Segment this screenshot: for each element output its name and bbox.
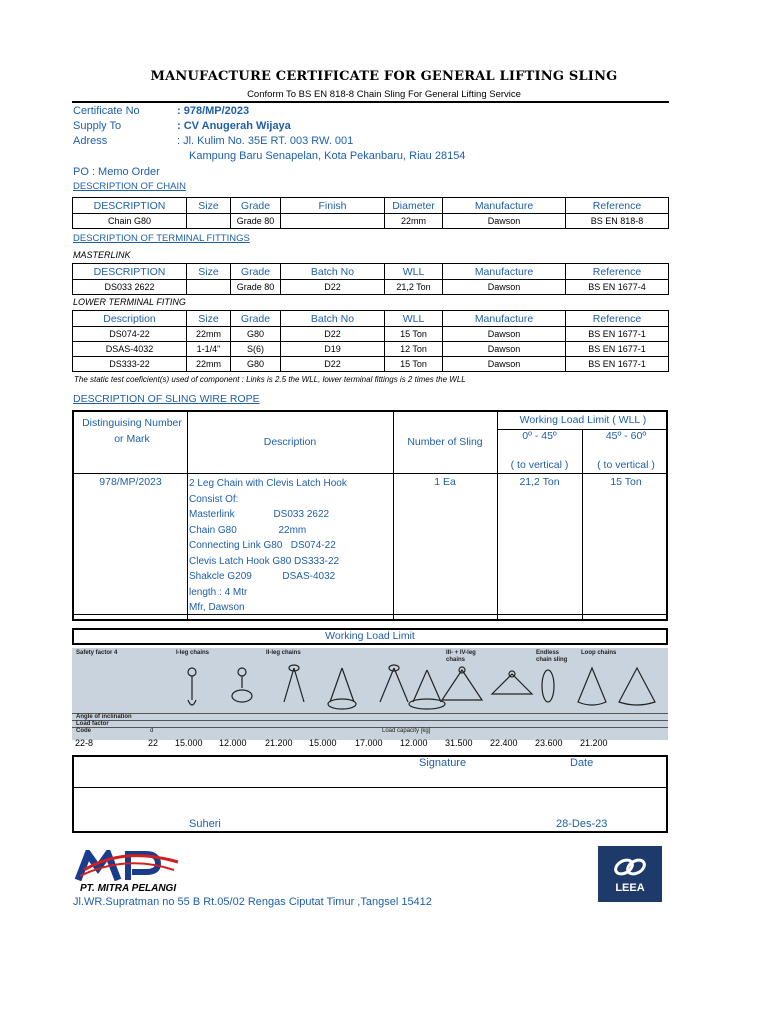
certificate-info	[73, 105, 633, 169]
certificate-value: : 978/MP/2023	[177, 105, 250, 117]
code-row	[72, 727, 668, 734]
table-cell: Dawson	[443, 327, 566, 342]
description-line: Shakcle G209 DSAS-4032	[189, 571, 336, 582]
lower-header-cell: WLL	[385, 311, 443, 327]
group-label: Safety factor 4	[76, 650, 118, 656]
masterlink-header-cell: WLL	[385, 264, 443, 280]
table-cell: DS033 2622	[73, 280, 187, 295]
table-cell: BS EN 1677-1	[566, 342, 669, 357]
table-cell: DSAS-4032	[73, 342, 187, 357]
table-cell: G80	[231, 327, 281, 342]
group-label: III- + IV-leg chains	[446, 650, 476, 663]
terminal-section-title: DESCRIPTION OF TERMINAL FITTINGS	[73, 233, 250, 244]
group-label: Loop chains	[581, 650, 617, 656]
table-cell: 22mm	[187, 357, 231, 372]
row-label: Load capacity [kg]	[382, 728, 431, 734]
chain-header-cell: DESCRIPTION	[73, 198, 187, 214]
supply-label: Supply To	[73, 120, 122, 132]
capacity-value: 31.500	[445, 738, 473, 748]
group-label: I-leg chains	[176, 650, 210, 656]
signature-box	[72, 755, 668, 833]
description-line: Masterlink DS033 2622	[189, 509, 330, 520]
table-cell: Chain G80	[73, 214, 187, 229]
chain-header-cell: Reference	[566, 198, 669, 214]
table-cell: BS EN 1677-4	[566, 280, 669, 295]
table-cell: S(6)	[231, 342, 281, 357]
row-label: Load factor	[76, 721, 109, 727]
description-line: Consist Of:	[189, 493, 239, 505]
signatory-name: Suheri	[189, 818, 221, 830]
masterlink-header-cell: DESCRIPTION	[73, 264, 187, 280]
chain-header-cell: Size	[187, 198, 231, 214]
lower-header-cell: Description	[73, 311, 187, 327]
table-cell: 21,2 Ton	[385, 280, 443, 295]
table-row	[73, 280, 669, 295]
lower-header-row	[73, 311, 669, 327]
sling-description	[189, 476, 347, 616]
masterlink-table	[72, 263, 669, 295]
capacity-value: 22.400	[490, 738, 518, 748]
chain-illustration-panel	[72, 648, 668, 740]
mitra-pelangi-logo-icon	[74, 850, 184, 886]
masterlink-header-cell: Grade	[231, 264, 281, 280]
address-label: Adress	[73, 135, 108, 147]
description-line: Connecting Link G80 DS074-22	[189, 540, 336, 551]
masterlink-header-cell: Reference	[566, 264, 669, 280]
capacity-value: 15.000	[175, 738, 203, 748]
description-line: length : 4 Mtr	[189, 586, 248, 598]
lower-header-cell: Manufacture	[443, 311, 566, 327]
wll-title: Working Load Limit	[325, 630, 415, 642]
table-cell: 22mm	[187, 327, 231, 342]
sling-number-value: 1 Ea	[434, 476, 456, 488]
to-vertical-2: ( to vertical )	[597, 459, 655, 471]
masterlink-header-cell: Manufacture	[443, 264, 566, 280]
capacity-value: 23.600	[535, 738, 563, 748]
chain-header-cell: Finish	[281, 198, 385, 214]
masterlink-label: MASTERLINK	[73, 250, 131, 260]
table-cell: BS EN 1677-1	[566, 327, 669, 342]
table-cell: Dawson	[443, 342, 566, 357]
lower-header-cell: Reference	[566, 311, 669, 327]
table-cell: Dawson	[443, 214, 566, 229]
angle-header-1: 0º - 45º	[522, 430, 557, 442]
certificate-label: Certificate No	[73, 105, 140, 117]
chain-header-row	[73, 198, 669, 214]
chain-header-cell: Diameter	[385, 198, 443, 214]
chain-header-cell: Manufacture	[443, 198, 566, 214]
chain-header-cell: Grade	[231, 198, 281, 214]
chain-sling-drawings	[72, 662, 668, 714]
row-label: Angle of inclination	[76, 714, 132, 720]
po-line: PO : Memo Order	[73, 166, 160, 178]
diameter-value: 22	[148, 738, 159, 748]
lower-header-cell: Grade	[231, 311, 281, 327]
row-divider	[74, 787, 666, 788]
company-address: Jl.WR.Supratman no 55 B Rt.05/02 Rengas Ciputat Timur ,Tangsel 15412	[73, 896, 432, 908]
lower-fitting-label: LOWER TERMINAL FITING	[73, 297, 186, 307]
capacity-values-row	[72, 738, 668, 750]
document-title: MANUFACTURE CERTIFICATE FOR GENERAL LIFTING SLING	[150, 69, 618, 84]
leea-text: LEEA	[615, 882, 645, 894]
col-divider	[497, 412, 498, 619]
table-row	[73, 327, 669, 342]
masterlink-header-cell: Size	[187, 264, 231, 280]
lower-header-cell: Size	[187, 311, 231, 327]
angle-row	[72, 713, 668, 720]
table-cell: Grade 80	[231, 280, 281, 295]
address-line-2: Kampung Baru Senapelan, Kota Pekanbaru, Riau 28154	[189, 150, 466, 162]
description-line: Clevis Latch Hook G80 DS333-22	[189, 555, 340, 567]
masterlink-header-cell: Batch No	[281, 264, 385, 280]
signature-label: Signature	[419, 757, 467, 769]
table-cell: Dawson	[443, 280, 566, 295]
sling-table	[72, 410, 668, 621]
code-value: 22-8	[75, 738, 94, 748]
table-cell: DS074-22	[73, 327, 187, 342]
row-label: Code	[76, 728, 91, 734]
number-column-header: Number of Sling	[407, 436, 483, 448]
static-test-note: The static test coeficient(s) used of component : Links is 2.5 the WLL, lower terminal fittings is 2 times the WLL	[74, 375, 466, 384]
signature-date: 28-Des-23	[556, 818, 608, 830]
table-row	[73, 342, 669, 357]
table-cell: BS EN 818-8	[566, 214, 669, 229]
chain-group-row	[72, 650, 668, 663]
table-cell: D22	[281, 327, 385, 342]
chain-link-icon	[612, 854, 648, 880]
company-name: PT. MITRA PELANGI	[80, 883, 177, 894]
table-cell: D22	[281, 357, 385, 372]
table-row	[73, 357, 669, 372]
supply-value: : CV Anugerah Wijaya	[177, 120, 291, 132]
table-cell	[187, 214, 231, 229]
group-label: II-leg chains	[266, 650, 301, 656]
lower-header-cell: Batch No	[281, 311, 385, 327]
load-factor-row	[72, 720, 668, 727]
sling-mark-value: 978/MP/2023	[99, 476, 162, 488]
row-label: d	[150, 728, 154, 734]
capacity-value: 15.000	[309, 738, 337, 748]
capacity-value: 21.200	[580, 738, 608, 748]
angle-header-2: 45º - 60º	[605, 430, 647, 442]
mark-column-header: Distinguising Number or Mark	[82, 417, 182, 445]
table-row	[73, 214, 669, 229]
leea-logo	[598, 846, 662, 902]
table-cell: D22	[281, 280, 385, 295]
capacity-value: 12.000	[400, 738, 428, 748]
table-cell: 15 Ton	[385, 327, 443, 342]
table-cell	[187, 280, 231, 295]
wll-title-bar	[72, 628, 668, 645]
table-cell: 22mm	[385, 214, 443, 229]
table-cell: 12 Ton	[385, 342, 443, 357]
table-cell: BS EN 1677-1	[566, 357, 669, 372]
lower-fitting-table	[72, 310, 669, 372]
table-cell: 15 Ton	[385, 357, 443, 372]
chain-section-title: DESCRIPTION OF CHAIN	[73, 181, 186, 192]
masterlink-header-row	[73, 264, 669, 280]
date-label: Date	[570, 757, 594, 769]
description-line: 2 Leg Chain with Clevis Latch Hook	[189, 478, 347, 489]
table-cell: DS333-22	[73, 357, 187, 372]
row-divider	[74, 614, 666, 615]
description-line: Mfr, Dawson	[189, 602, 245, 613]
header-divider	[72, 101, 669, 103]
document-subtitle: Conform To BS EN 818-8 Chain Sling For General Lifting Service	[247, 89, 521, 100]
row-divider	[74, 473, 666, 474]
table-cell: G80	[231, 357, 281, 372]
wll-column-header: Working Load Limit ( WLL )	[519, 414, 647, 426]
table-cell: D19	[281, 342, 385, 357]
table-cell: Dawson	[443, 357, 566, 372]
capacity-value: 21.200	[265, 738, 293, 748]
wll-value-1: 21,2 Ton	[519, 476, 560, 488]
description-line: Chain G80 22mm	[189, 524, 307, 536]
to-vertical-1: ( to vertical )	[510, 459, 569, 471]
table-cell: 1-1/4"	[187, 342, 231, 357]
table-cell	[281, 214, 385, 229]
capacity-value: 17.000	[355, 738, 383, 748]
wll-value-2: 15 Ton	[610, 476, 642, 488]
sling-section-title: DESCRIPTION OF SLING WIRE ROPE	[73, 393, 260, 405]
address-line-1: : Jl. Kulim No. 35E RT. 003 RW. 001	[177, 135, 354, 147]
table-cell: Grade 80	[231, 214, 281, 229]
chain-table	[72, 197, 669, 229]
description-column-header: Description	[263, 436, 317, 448]
group-label: Endless chain sling	[536, 650, 568, 663]
capacity-value: 12.000	[219, 738, 247, 748]
